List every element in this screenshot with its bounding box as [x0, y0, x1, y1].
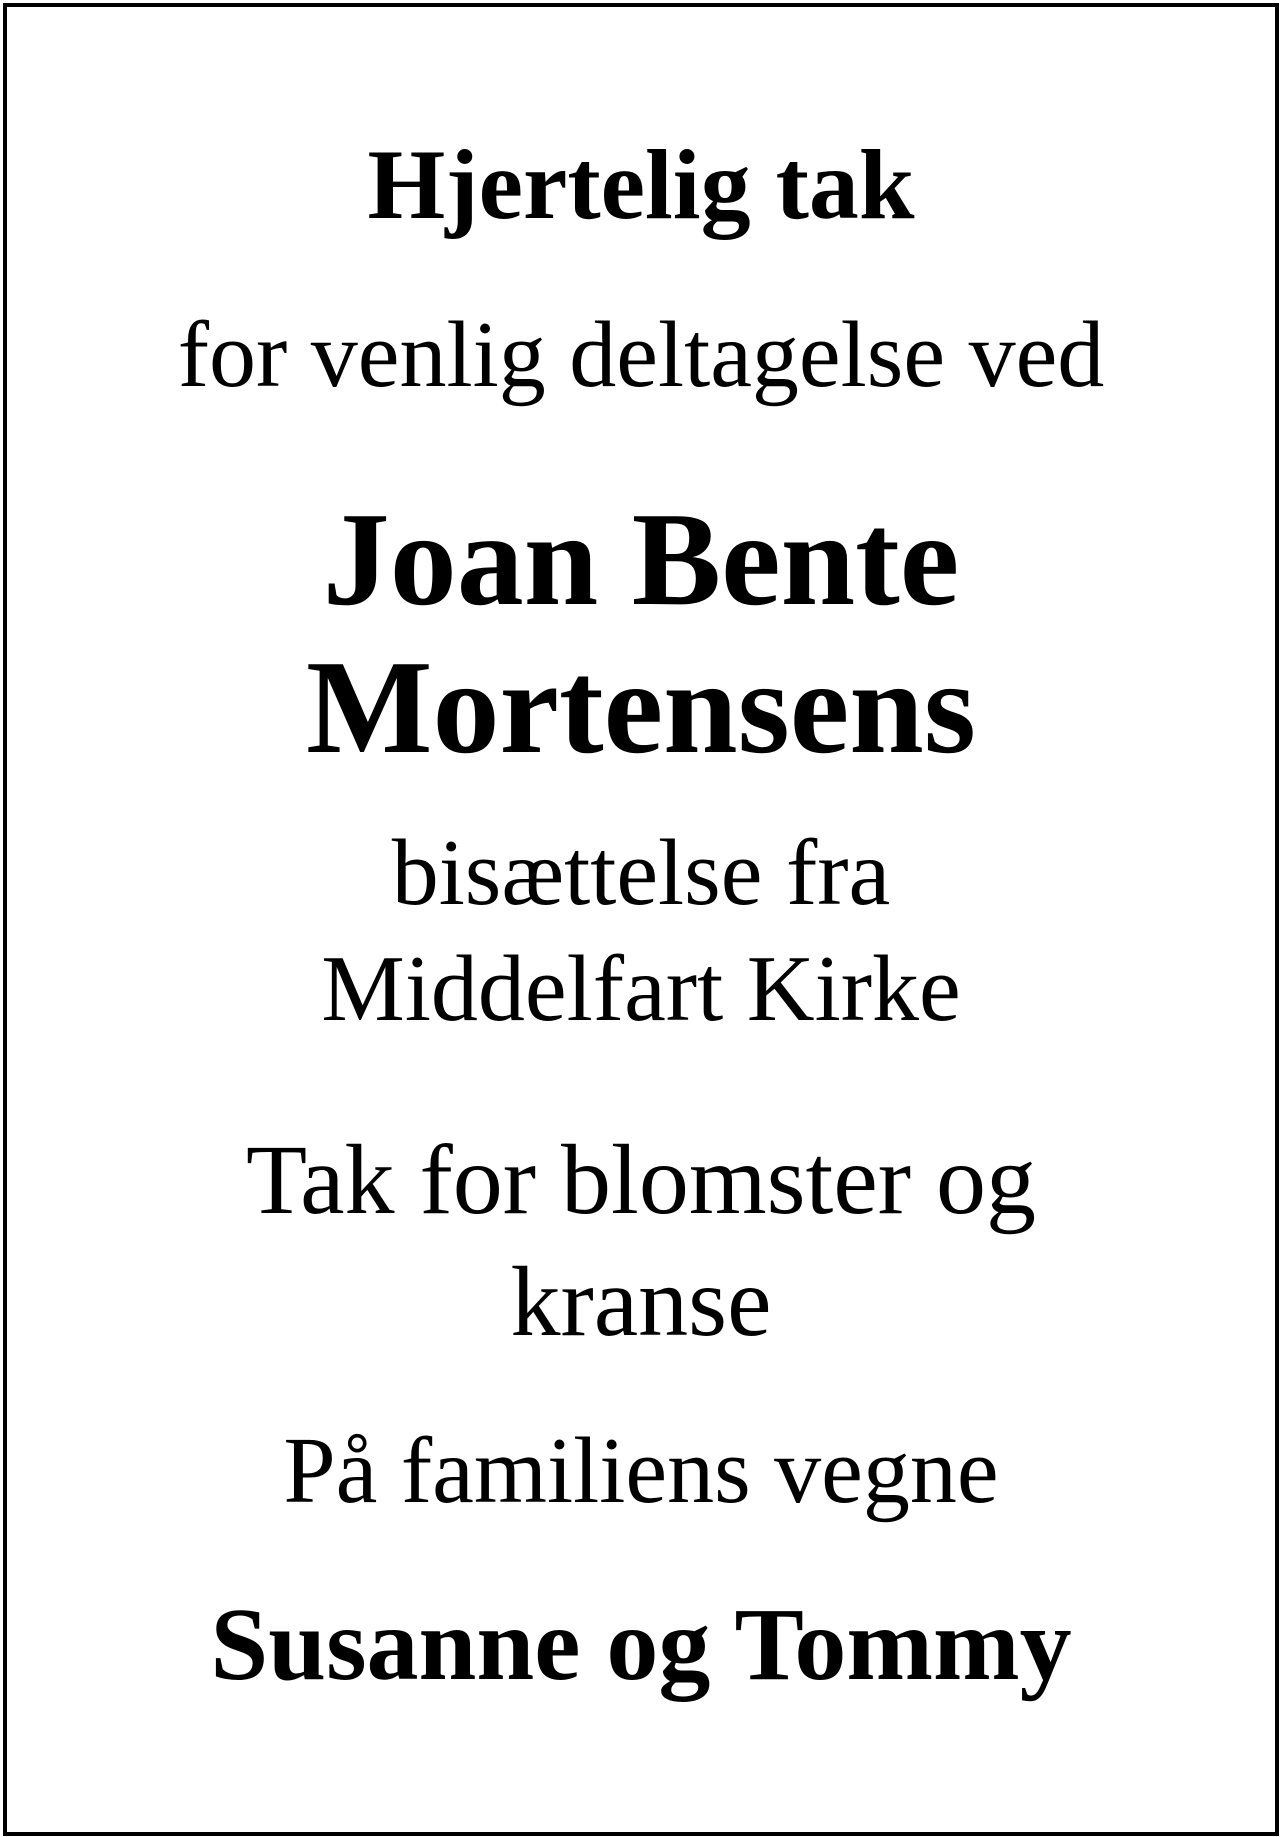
ceremony-line-2: Middelfart Kirke	[321, 937, 961, 1041]
deceased-name	[7, 485, 1275, 781]
ceremony-line-1: bisættelse fra	[391, 821, 891, 925]
notice-frame	[3, 3, 1279, 1836]
ceremony-info	[7, 815, 1275, 1047]
flowers-line-2: kranse	[510, 1246, 772, 1357]
signature: Susanne og Tommy	[210, 1587, 1072, 1702]
notice-heading: Hjertelig tak	[367, 129, 915, 240]
flowers-line-1: Tak for blomster og	[245, 1124, 1037, 1235]
notice-intro: for venlig deltagelse ved	[177, 303, 1105, 407]
flowers-thanks	[7, 1119, 1275, 1363]
deceased-name-line-1: Joan Bente	[322, 485, 960, 633]
deceased-name-line-2: Mortensens	[306, 633, 976, 781]
on-behalf-line: På familiens vegne	[283, 1419, 999, 1523]
